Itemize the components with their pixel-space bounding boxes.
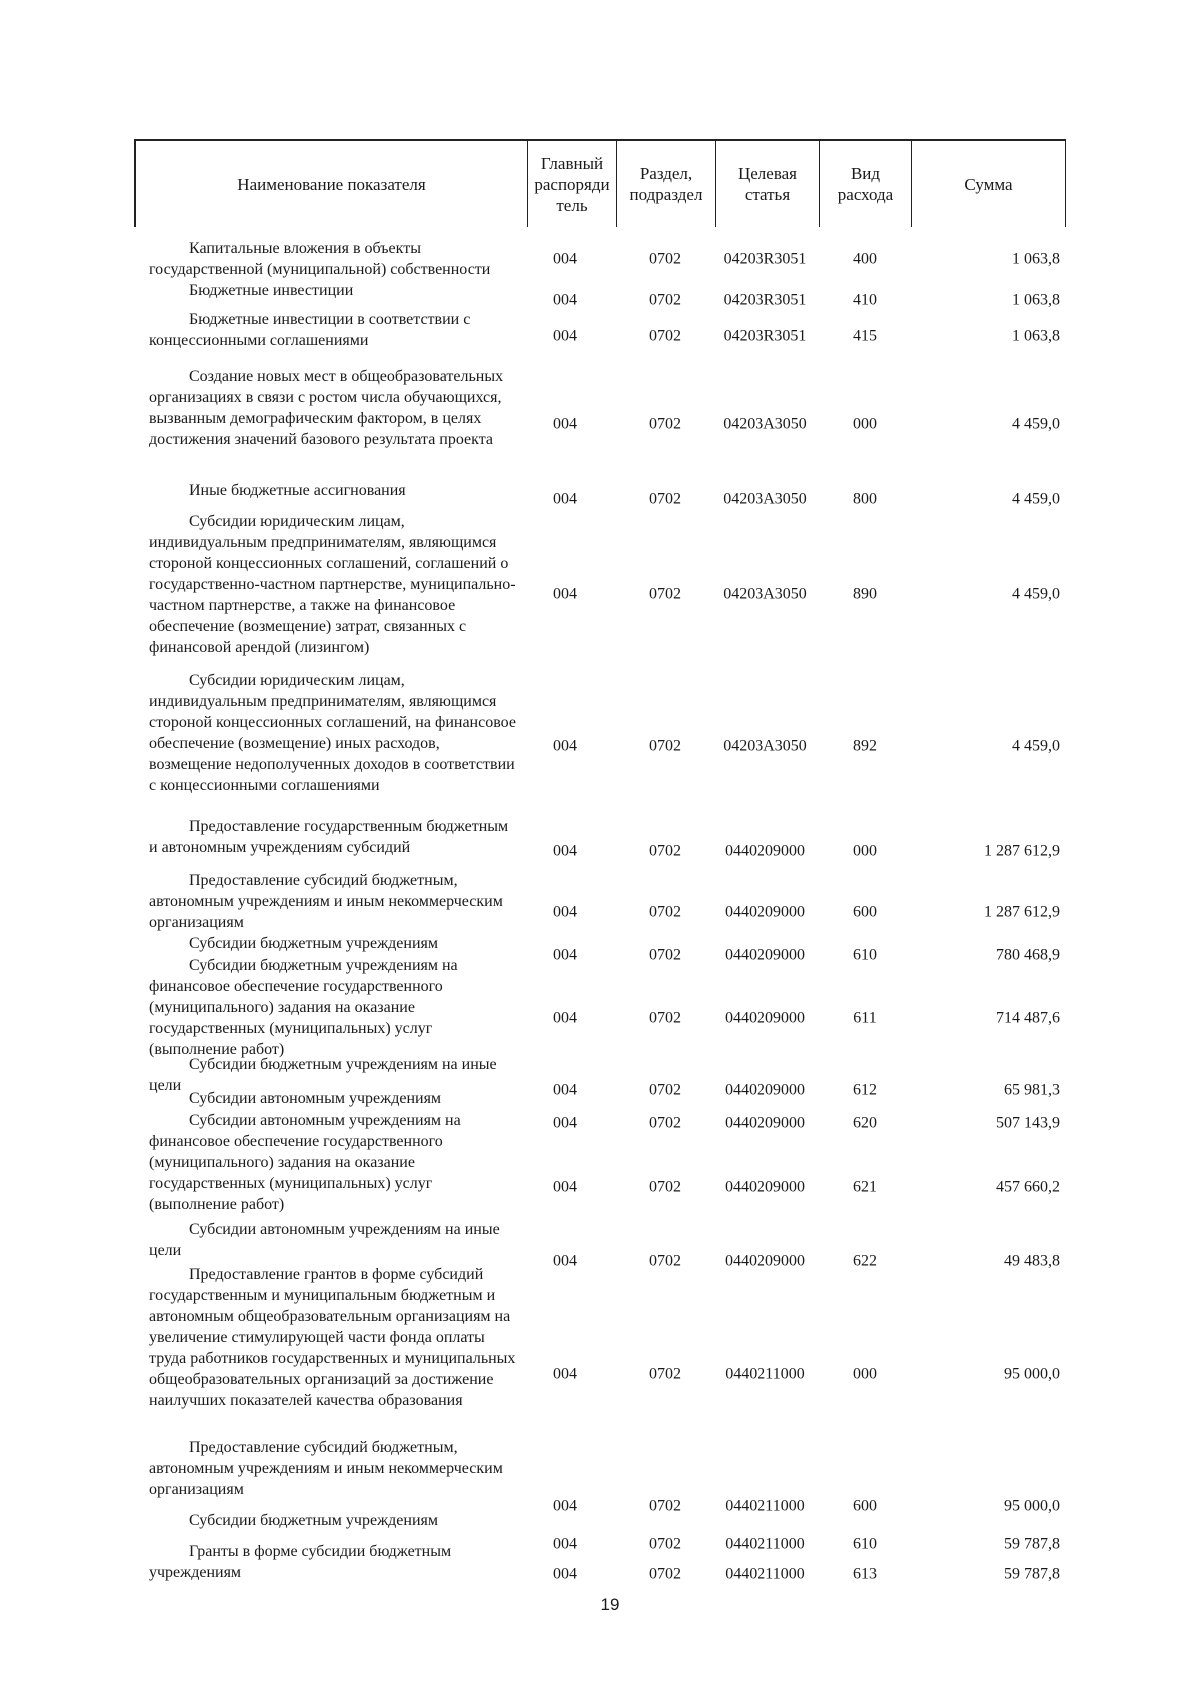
expense-type-code: 613	[853, 1565, 877, 1583]
target-article-code: 04203А3050	[723, 585, 807, 603]
chief-manager-code: 004	[553, 1081, 577, 1099]
section-code: 0702	[649, 291, 681, 309]
expense-type-code: 800	[853, 490, 877, 508]
section-code: 0702	[649, 1081, 681, 1099]
chief-manager-code: 004	[553, 1178, 577, 1196]
target-article-code: 0440209000	[725, 903, 805, 921]
section-code: 0702	[649, 250, 681, 268]
page-number: 19	[600, 1595, 620, 1614]
expense-type-code: 610	[853, 946, 877, 964]
target-article-code: 04203А3050	[723, 737, 807, 755]
amount-value: 4 459,0	[1012, 585, 1060, 603]
indicator-name: Гранты в форме субсидии бюджетным учреждениям	[149, 1543, 452, 1581]
target-article-code: 04203R3051	[723, 327, 807, 345]
expense-type-code: 622	[853, 1252, 877, 1270]
sum-header	[912, 139, 1066, 227]
header-label: Вид расхода	[837, 164, 894, 204]
expense-type-code: 000	[853, 842, 877, 860]
section-header	[617, 139, 716, 227]
amount-value: 95 000,0	[1004, 1365, 1060, 1383]
target-article-code: 04203А3050	[723, 490, 807, 508]
chief-manager-code: 004	[553, 291, 577, 309]
indicator-name: Предоставление грантов в форме субсидий государственным и муниципальным бюджетным и автономным общеобразовательным организациям на увеличение стимулирующей части фонда оплаты труда работников государственных и муниципальных общеобразовательных организаций за достижение наилучших показателей качества образования	[149, 1266, 516, 1409]
target-article-code: 04203R3051	[723, 250, 807, 268]
expense-type-code: 612	[853, 1081, 877, 1099]
header-label: Сумма	[964, 174, 1013, 194]
indicator-name: Предоставление субсидий бюджетным, автономным учреждениям и иным некоммерческим организациям	[149, 872, 503, 931]
section-code: 0702	[649, 585, 681, 603]
section-code: 0702	[649, 903, 681, 921]
chief-manager-code: 004	[553, 327, 577, 345]
header-label: Целевая статья	[737, 164, 798, 204]
indicator-name: Иные бюджетные ассигнования	[189, 482, 406, 499]
header-label: Главный распоряди тель	[534, 153, 610, 215]
expense-type-code: 000	[853, 1365, 877, 1383]
target-article-code: 0440209000	[725, 1081, 805, 1099]
amount-value: 1 063,8	[1012, 250, 1060, 268]
expense-type-code: 600	[853, 1497, 877, 1515]
amount-value: 1 063,8	[1012, 291, 1060, 309]
target-article-code: 0440211000	[725, 1365, 805, 1383]
header-label: Раздел, подраздел	[629, 164, 703, 204]
amount-value: 780 468,9	[996, 946, 1060, 964]
indicator-name: Субсидии бюджетным учреждениям	[189, 935, 438, 952]
section-code: 0702	[649, 946, 681, 964]
expense-type-header	[820, 139, 912, 227]
amount-value: 4 459,0	[1012, 415, 1060, 433]
target-article-code: 04203А3050	[723, 415, 807, 433]
expense-type-code: 600	[853, 903, 877, 921]
indicator-name: Субсидии бюджетным учреждениям на финансовое обеспечение государственного (муниципального) задания на оказание государственных (муниципальных) услуг (выполнение работ)	[149, 957, 458, 1058]
target-article-code: 0440211000	[725, 1497, 805, 1515]
chief-manager-code: 004	[553, 490, 577, 508]
expense-type-code: 620	[853, 1114, 877, 1132]
section-code: 0702	[649, 1535, 681, 1553]
target-article-code: 04203R3051	[723, 291, 807, 309]
chief-manager-code: 004	[553, 737, 577, 755]
chief-manager-code: 004	[553, 585, 577, 603]
target-article-code: 0440209000	[725, 842, 805, 860]
section-code: 0702	[649, 1009, 681, 1027]
indicator-name: Бюджетные инвестиции в соответствии с концессионными соглашениями	[149, 311, 471, 349]
indicator-name: Создание новых мест в общеобразовательных организациях в связи с ростом числа обучающихся, вызванным демографическим фактором, в целях достижения значений базового результата проекта	[149, 368, 504, 448]
section-code: 0702	[649, 490, 681, 508]
expense-type-code: 611	[853, 1009, 877, 1027]
target-article-code: 0440211000	[725, 1565, 805, 1583]
indicator-name: Субсидии бюджетным учреждениям	[189, 1512, 438, 1529]
name-header	[134, 139, 528, 227]
amount-value: 4 459,0	[1012, 737, 1060, 755]
target-article-code: 0440209000	[725, 946, 805, 964]
indicator-name: Субсидии юридическим лицам, индивидуальным предпринимателям, являющимся стороной концессионных соглашений, соглашений о государственно-частном партнерстве, муниципально-частном партнерстве, а также на финансовое обеспечение (возмещение) затрат, связанных с финансовой арендой (лизингом)	[149, 513, 516, 656]
amount-value: 49 483,8	[1004, 1252, 1060, 1270]
target-article-header	[716, 139, 820, 227]
chief-manager-code: 004	[553, 1365, 577, 1383]
section-code: 0702	[649, 1252, 681, 1270]
section-code: 0702	[649, 1565, 681, 1583]
chief-manager-code: 004	[553, 842, 577, 860]
indicator-name: Субсидии автономным учреждениям	[189, 1090, 442, 1107]
chief-manager-code: 004	[553, 1009, 577, 1027]
chief-manager-code: 004	[553, 1114, 577, 1132]
section-code: 0702	[649, 1178, 681, 1196]
chief-manager-code: 004	[553, 1252, 577, 1270]
expense-type-code: 610	[853, 1535, 877, 1553]
chief-manager-code: 004	[553, 250, 577, 268]
indicator-name: Капитальные вложения в объекты государственной (муниципальной) собственности	[149, 240, 491, 278]
chief-manager-code: 004	[553, 946, 577, 964]
amount-value: 714 487,6	[996, 1009, 1060, 1027]
expense-type-code: 892	[853, 737, 877, 755]
expense-type-code: 410	[853, 291, 877, 309]
expense-type-code: 000	[853, 415, 877, 433]
indicator-name: Предоставление субсидий бюджетным, автономным учреждениям и иным некоммерческим организациям	[149, 1439, 503, 1498]
chief-manager-code: 004	[553, 903, 577, 921]
chief-manager-header	[528, 139, 617, 227]
amount-value: 95 000,0	[1004, 1497, 1060, 1515]
chief-manager-code: 004	[553, 1565, 577, 1583]
section-code: 0702	[649, 1365, 681, 1383]
expense-type-code: 400	[853, 250, 877, 268]
target-article-code: 0440209000	[725, 1178, 805, 1196]
section-code: 0702	[649, 842, 681, 860]
expense-type-code: 415	[853, 327, 877, 345]
amount-value: 59 787,8	[1004, 1565, 1060, 1583]
indicator-name: Предоставление государственным бюджетным и автономным учреждениям субсидий	[149, 818, 509, 856]
section-code: 0702	[649, 327, 681, 345]
target-article-code: 0440209000	[725, 1009, 805, 1027]
section-code: 0702	[649, 415, 681, 433]
target-article-code: 0440209000	[725, 1114, 805, 1132]
amount-value: 59 787,8	[1004, 1535, 1060, 1553]
amount-value: 1 063,8	[1012, 327, 1060, 345]
amount-value: 507 143,9	[996, 1114, 1060, 1132]
chief-manager-code: 004	[553, 1535, 577, 1553]
indicator-name: Бюджетные инвестиции	[189, 282, 354, 299]
expense-type-code: 621	[853, 1178, 877, 1196]
header-label: Наименование показателя	[237, 174, 426, 194]
target-article-code: 0440211000	[725, 1535, 805, 1553]
amount-value: 1 287 612,9	[984, 903, 1060, 921]
indicator-name: Субсидии бюджетным учреждениям на иные цели	[149, 1056, 497, 1094]
section-code: 0702	[649, 1114, 681, 1132]
indicator-name: Субсидии автономным учреждениям на иные цели	[149, 1221, 500, 1259]
target-article-code: 0440209000	[725, 1252, 805, 1270]
section-code: 0702	[649, 737, 681, 755]
amount-value: 4 459,0	[1012, 490, 1060, 508]
amount-value: 65 981,3	[1004, 1081, 1060, 1099]
expense-type-code: 890	[853, 585, 877, 603]
indicator-name: Субсидии автономным учреждениям на финансовое обеспечение государственного (муниципального) задания на оказание государственных (муниципальных) услуг (выполнение работ)	[149, 1112, 461, 1213]
chief-manager-code: 004	[553, 1497, 577, 1515]
amount-value: 457 660,2	[996, 1178, 1060, 1196]
indicator-name: Субсидии юридическим лицам, индивидуальным предпринимателям, являющимся стороной концессионных соглашений, на финансовое обеспечение (возмещение) иных расходов, возмещение недополученных доходов в соответствии с концессионными соглашениями	[149, 672, 516, 794]
section-code: 0702	[649, 1497, 681, 1515]
chief-manager-code: 004	[553, 415, 577, 433]
amount-value: 1 287 612,9	[984, 842, 1060, 860]
